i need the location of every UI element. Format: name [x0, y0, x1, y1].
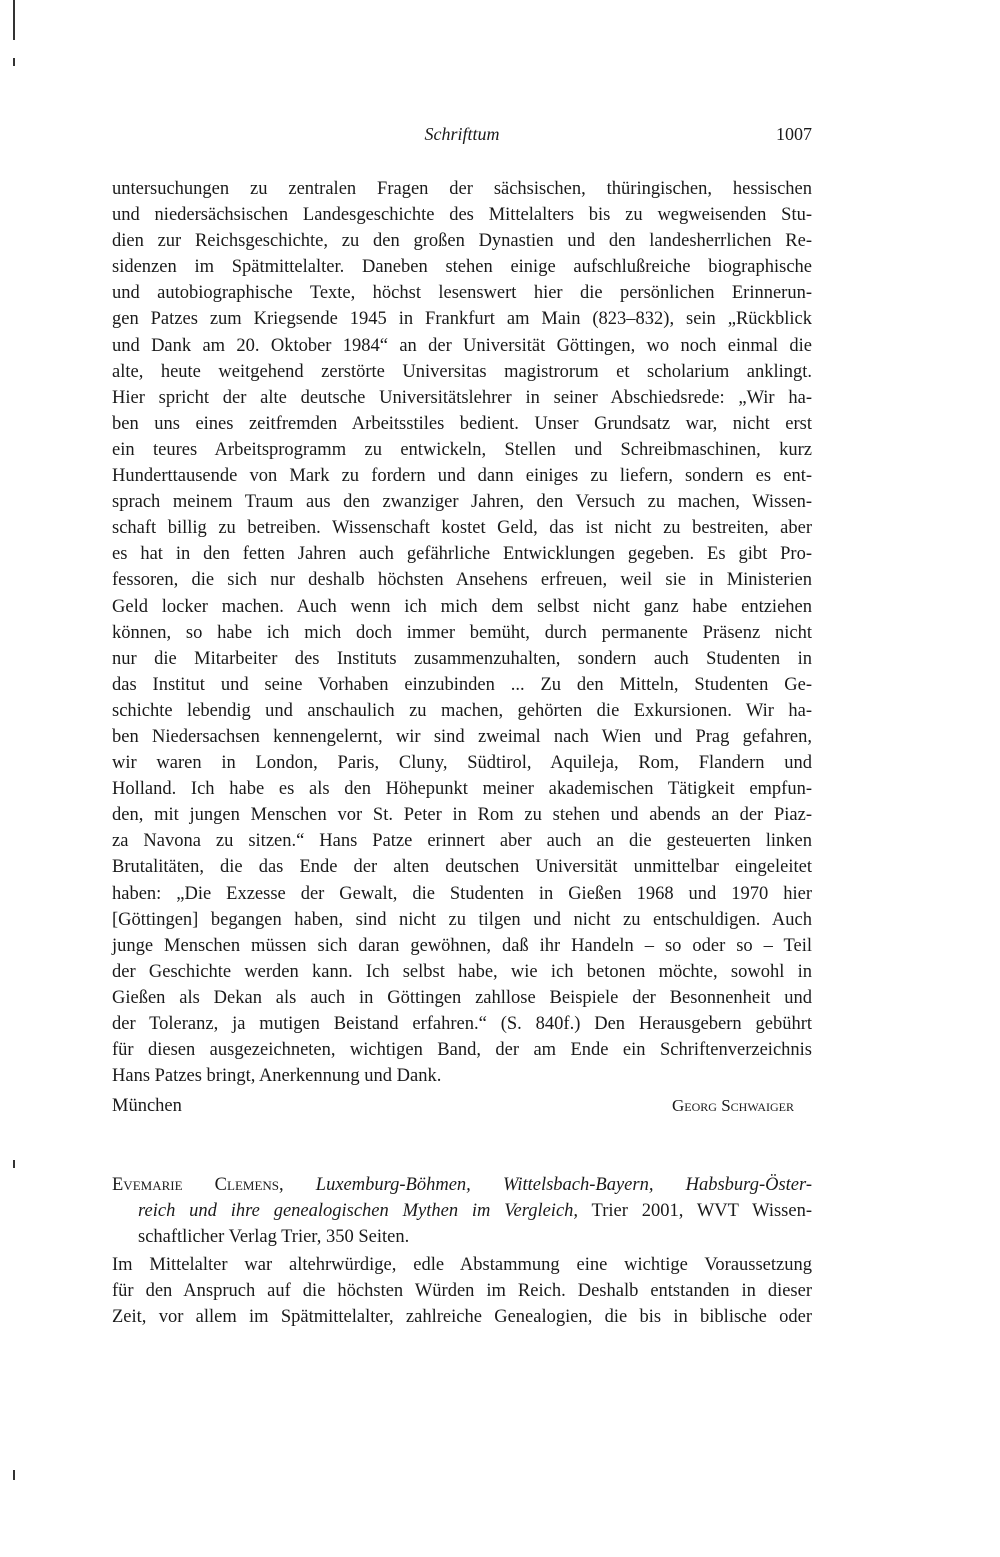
text-line: Gießen als Dekan als auch in Göttingen zahllose Beispiele der Besonnenheit und — [112, 987, 812, 1008]
text-line: ben Niedersachsen kennengelernt, wir sind zweimal nach Wien und Prag gefahren, — [112, 726, 812, 747]
review-signature — [112, 1096, 812, 1124]
text-line: schichte lebendig und anschaulich zu machen, gehörten die Exkursionen. Wir ha- — [112, 700, 812, 721]
text-line: der Toleranz, ja mutigen Beistand erfahren.“ (S. 840f.) Den Herausgebern gebührt — [112, 1014, 812, 1034]
text-line: untersuchungen zu zentralen Fragen der sächsischen, thüringischen, hessischen — [112, 179, 812, 199]
review-publisher-1: Trier 2001, WVT Wissen- — [578, 1201, 812, 1222]
text-line: für diesen ausgezeichneten, wichtigen Band, der am Ende ein Schriftenverzeichnis — [112, 1040, 812, 1061]
scan-edge-mark — [13, 58, 15, 66]
text-line: ein teures Arbeitsprogramm zu entwickeln, Stellen und Schreibmaschinen, kurz — [112, 439, 812, 460]
new-review — [112, 1172, 812, 1331]
text-line: den, mit jungen Menschen vor St. Peter in Rom zu stehen und abends an der Piaz- — [112, 805, 812, 826]
text-line: junge Menschen müssen sich daran gewöhnen, daß ihr Handeln – so oder so – Teil — [112, 935, 812, 956]
text-line: Holland. Ich habe es als den Höhepunkt meiner akademischen Tätigkeit empfun- — [112, 779, 812, 800]
text-line: sprach meinem Traum aus den zwanziger Jahren, den Versuch zu machen, Wissen- — [112, 492, 812, 513]
text-line: Im Mittelalter war altehrwürdige, edle Abstammung eine wichtige Voraussetzung — [112, 1255, 812, 1276]
review-book-author: Evemarie Clemens — [112, 1175, 280, 1195]
text-line: das Institut und seine Vorhaben einzubinden ... Zu den Mitteln, Studenten Ge- — [112, 674, 812, 695]
text-line: Brutalitäten, die das Ende der alten deutschen Universität unmittelbar eingeleitet — [112, 857, 812, 878]
text-line: können, so habe ich mich doch immer bemüht, durch permanente Präsenz nicht — [112, 622, 812, 643]
review-book-title-1: Luxemburg-Böhmen, Wittelsbach-Bayern, Habsburg-Öster- — [315, 1175, 813, 1195]
text-line: und autobiographische Texte, höchst lesenswert hier die persönlichen Erinnerun- — [112, 283, 812, 304]
text-line: es hat in den fetten Jahren auch gefährliche Entwicklungen gegeben. Es gibt Pro- — [112, 544, 812, 565]
review-book-title-2: reich und ihre genealogischen Mythen im Vergleich, — [138, 1201, 579, 1222]
signature-author: Georg Schwaiger — [672, 1096, 794, 1115]
text-line: und niedersächsischen Landesgeschichte des Mittelalters bis zu wegweisenden Stu- — [112, 205, 812, 226]
text-line: za Navona zu sitzen.“ Hans Patze erinnert aber auch an die gesteuerten linken — [112, 831, 812, 852]
text-line: Hunderttausende von Mark zu fordern und dann einiges zu liefern, sondern es ent- — [112, 466, 812, 487]
signature-city: München — [112, 1096, 182, 1116]
text-line: dien zur Reichsgeschichte, zu den großen Dynastien und den landesherrlichen Re- — [112, 231, 812, 252]
review-continuation-text — [112, 176, 812, 1089]
text-line: nur die Mitarbeiter des Instituts zusammenzuhalten, sondern auch Studenten in — [112, 648, 812, 669]
text-line: wir waren in London, Paris, Cluny, Südtirol, Aquileja, Rom, Flandern und — [112, 753, 812, 774]
text-line: und Dank am 20. Oktober 1984“ an der Universität Göttingen, wo noch einmal die — [112, 335, 812, 356]
text-line: der Geschichte werden kann. Ich selbst habe, wie ich betonen möchte, sowohl in — [112, 961, 812, 982]
text-line: für den Anspruch auf die höchsten Würden im Reich. Deshalb entstanden in dieser — [112, 1281, 812, 1302]
text-line: sidenzen im Spätmittelalter. Daneben stehen einige aufschlußreiche biographische — [112, 257, 812, 278]
text-line: fessoren, die sich nur deshalb höchsten Ansehens erfreuen, weil sie in Ministerien — [112, 570, 812, 591]
scan-edge-mark — [13, 1470, 15, 1480]
text-line: Zeit, vor allem im Spätmittelalter, zahlreiche Genealogien, die bis in biblische oder — [112, 1307, 812, 1328]
citation-line: schaftlicher Verlag Trier, 350 Seiten. — [138, 1227, 410, 1248]
scan-edge-mark — [13, 0, 15, 40]
review-body-text — [112, 1252, 812, 1330]
scan-edge-mark — [13, 1160, 15, 1168]
running-title: Schrifttum — [424, 124, 500, 144]
text-line: alte, heute weitgehend zerstörte Universitas magistrorum et scholarium anklingt. — [112, 361, 812, 382]
text-line: Geld locker machen. Auch wenn ich mich dem selbst nicht ganz habe entziehen — [112, 596, 812, 617]
page-number: 1007 — [776, 124, 812, 144]
citation-line: Evemarie Clemens, Luxemburg-Böhmen, Wittelsbach-Bayern, Habsburg-Öster- — [112, 1175, 813, 1195]
text-line: haben: „Die Exzesse der Gewalt, die Studenten in Gießen 1968 und 1970 hier — [112, 883, 812, 904]
text-line: schaft billig zu betreiben. Wissenschaft kostet Geld, das ist nicht zu bestreiten, aber — [112, 518, 812, 539]
text-line: ben uns eines zeitfremden Arbeitsstiles bedient. Unser Grundsatz war, nicht erst — [112, 413, 812, 434]
text-line: Hans Patzes bringt, Anerkennung und Dank. — [112, 1066, 442, 1087]
text-line: Hier spricht der alte deutsche Universitätslehrer in seiner Abschiedsrede: „Wir ha- — [112, 387, 812, 408]
running-header — [112, 124, 812, 148]
text-line: gen Patzes zum Kriegsende 1945 in Frankfurt am Main (823–832), sein „Rückblick — [112, 309, 812, 330]
citation-line — [112, 1198, 812, 1224]
text-line: [Göttingen] begangen haben, sind nicht zu tilgen und nicht zu entschuldigen. Auch — [112, 909, 812, 930]
